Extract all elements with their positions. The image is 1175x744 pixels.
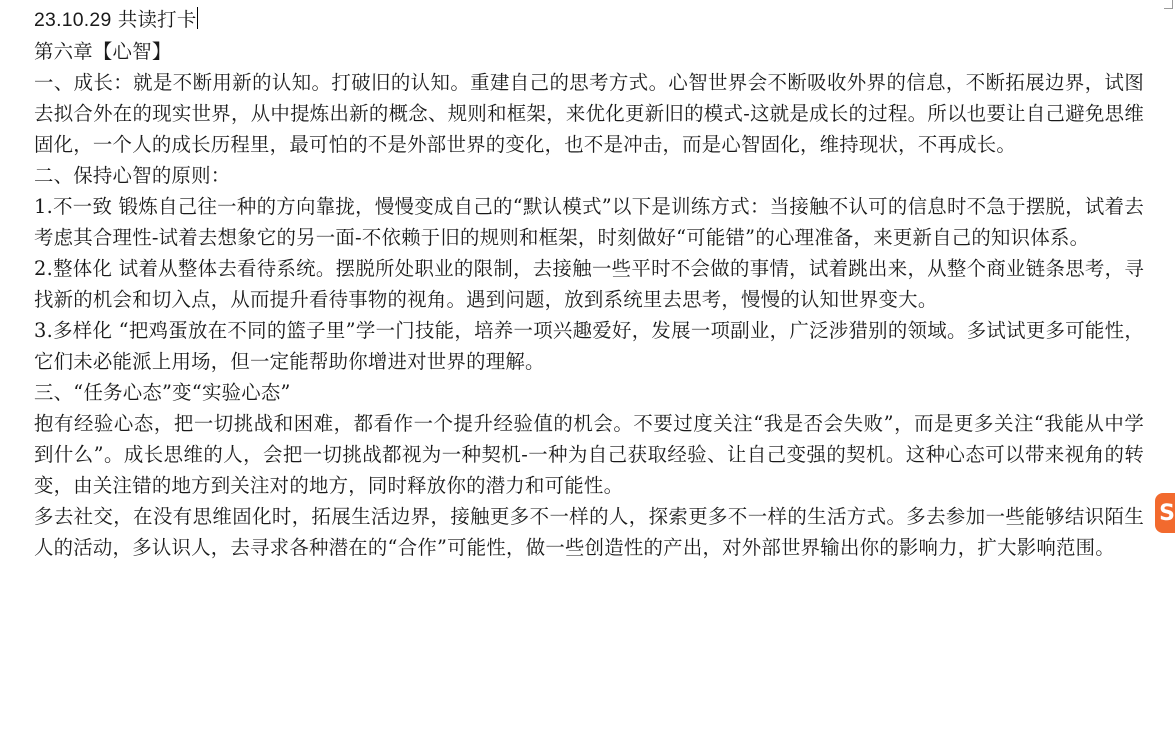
- header-title: 共读打卡: [111, 8, 197, 31]
- header-date: 23.10.29: [34, 9, 112, 31]
- paragraph-social: 多去社交，在没有思维固化时，拓展生活边界，接触更多不一样的人，探索更多不一样的生活方式。多去参加一些能够结识陌生人的活动，多认识人，去寻求各种潜在的“合作”可能性，做一些创造性的产出，对外部世界输出你的影响力，扩大影响范围。: [34, 505, 1144, 559]
- sogou-s-icon: S: [1159, 500, 1175, 526]
- page-corner-mark: [1164, 0, 1173, 9]
- text-cursor: [197, 7, 198, 29]
- paragraph-principle-2: 2.整体化 试着从整体去看待系统。摆脱所处职业的限制，去接触一些平时不会做的事情，试着跳出来，从整个商业链条思考，寻找新的机会和切入点，从而提升看待事物的视角。遇到问题，放到系统里去思考，慢慢的认知世界变大。: [34, 257, 1144, 311]
- paragraph-principle-1: 1.不一致 锻炼自己往一种的方向靠拢，慢慢变成自己的“默认模式”以下是训练方式：当接触不认可的信息时不急于摆脱，试着去考虑其合理性-试着去想象它的另一面-不依赖于旧的规则和框架，时刻做好“可能错”的心理准备，来更新自己的知识体系。: [34, 195, 1144, 249]
- document-body[interactable]: [34, 4, 1144, 563]
- heading-principles: 二、保持心智的原则：: [34, 164, 231, 187]
- sogou-input-widget[interactable]: [1155, 493, 1175, 533]
- header-line: [34, 4, 1144, 36]
- chapter-heading: 第六章【心智】: [34, 40, 172, 63]
- paragraph-principle-3: 3.多样化 “把鸡蛋放在不同的篮子里”学一门技能，培养一项兴趣爱好，发展一项副业，广泛涉猎别的领域。多试试更多可能性，它们未必能派上用场，但一定能帮助你增进对世界的理解。: [34, 319, 1144, 373]
- heading-mindset: 三、“任务心态”变“实验心态”: [34, 381, 291, 404]
- paragraph-growth: 一、成长：就是不断用新的认知。打破旧的认知。重建自己的思考方式。心智世界会不断吸收外界的信息，不断拓展边界，试图去拟合外在的现实世界，从中提炼出新的概念、规则和框架，来优化更新旧的模式-这就是成长的过程。所以也要让自己避免思维固化，一个人的成长历程里，最可怕的不是外部世界的变化，也不是冲击，而是心智固化，维持现状，不再成长。: [34, 71, 1144, 156]
- paragraph-experience: 抱有经验心态，把一切挑战和困难，都看作一个提升经验值的机会。不要过度关注“我是否会失败”，而是更多关注“我能从中学到什么”。成长思维的人，会把一切挑战都视为一种契机-一种为自己获取经验、让自己变强的契机。这种心态可以带来视角的转变，由关注错的地方到关注对的地方，同时释放你的潜力和可能性。: [34, 412, 1144, 497]
